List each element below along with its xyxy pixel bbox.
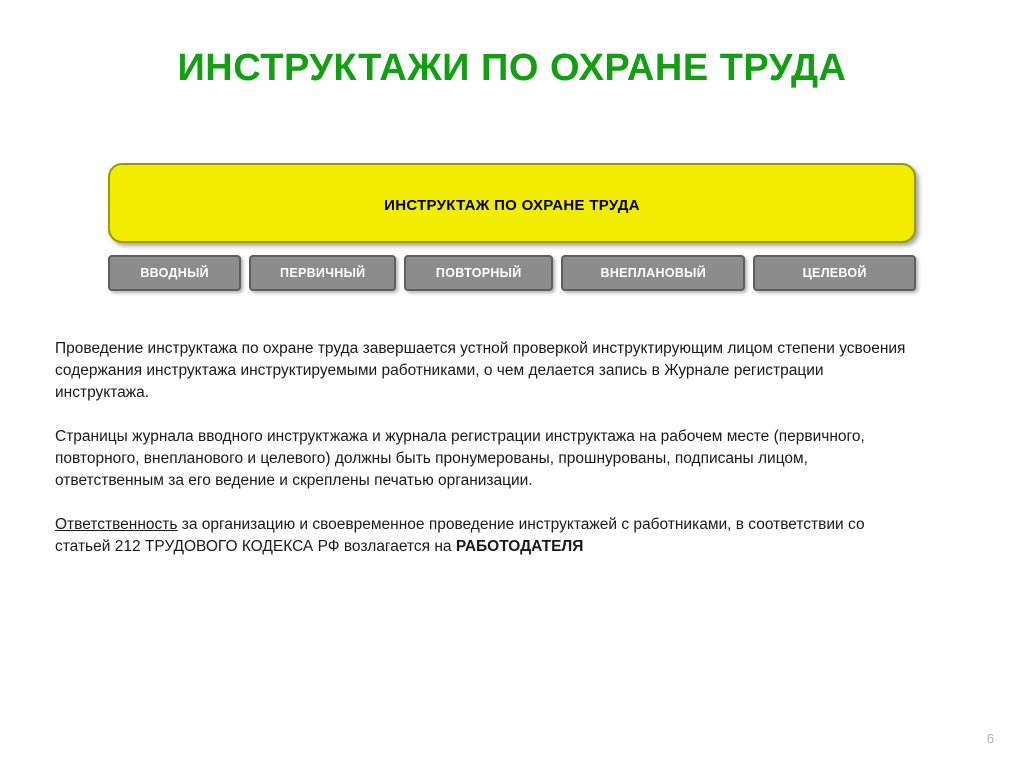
main-category-box bbox=[108, 163, 916, 243]
type-box-pervichny bbox=[249, 255, 396, 291]
type-box-vvodny bbox=[108, 255, 241, 291]
instruction-types-row bbox=[108, 255, 916, 291]
body-text bbox=[55, 338, 913, 558]
page-title: ИНСТРУКТАЖИ ПО ОХРАНЕ ТРУДА bbox=[177, 47, 847, 89]
employer-term: РАБОТОДАТЕЛЯ bbox=[455, 538, 584, 555]
type-label-vvodny: ВВОДНЫЙ bbox=[140, 266, 209, 280]
type-label-vneplanovy: ВНЕПЛАНОВЫЙ bbox=[600, 266, 706, 280]
type-label-povtorny: ПОВТОРНЫЙ bbox=[435, 266, 522, 280]
responsibility-term: Ответственность bbox=[55, 516, 178, 533]
instruction-types-diagram bbox=[108, 163, 916, 280]
paragraph-2: Страницы журнала вводного инструктжажа и журнала регистрации инструктажа на рабочем месте (первичного, повторного, внепланового и целевого) должны быть пронумерованы, прошнурованы, подписаны лицом, ответственным за его ведение и скреплены печатью организации. bbox=[55, 428, 865, 489]
type-box-vneplanovy bbox=[561, 255, 745, 291]
main-category-label: ИНСТРУКТАЖ ПО ОХРАНЕ ТРУДА bbox=[384, 197, 640, 214]
paragraph-3 bbox=[55, 514, 913, 558]
page-number: 6 bbox=[986, 731, 994, 746]
type-label-pervichny: ПЕРВИЧНЫЙ bbox=[280, 266, 366, 280]
type-label-celevoy: ЦЕЛЕВОЙ bbox=[802, 266, 867, 280]
type-box-povtorny bbox=[404, 255, 553, 291]
paragraph-1: Проведение инструктажа по охране труда завершается устной проверкой инструктирующим лицом степени усвоения содержания инструктажа инструктируемыми работниками, о чем делается запись в Журнале регистрации инструктажа. bbox=[55, 340, 906, 401]
type-box-celevoy bbox=[753, 255, 916, 291]
paragraph-3-rest: за организацию и своевременное проведение инструктажей с работниками, в соответствии со статьей 212 ТРУДОВОГО КОДЕКСА РФ возлагается на bbox=[55, 516, 865, 555]
